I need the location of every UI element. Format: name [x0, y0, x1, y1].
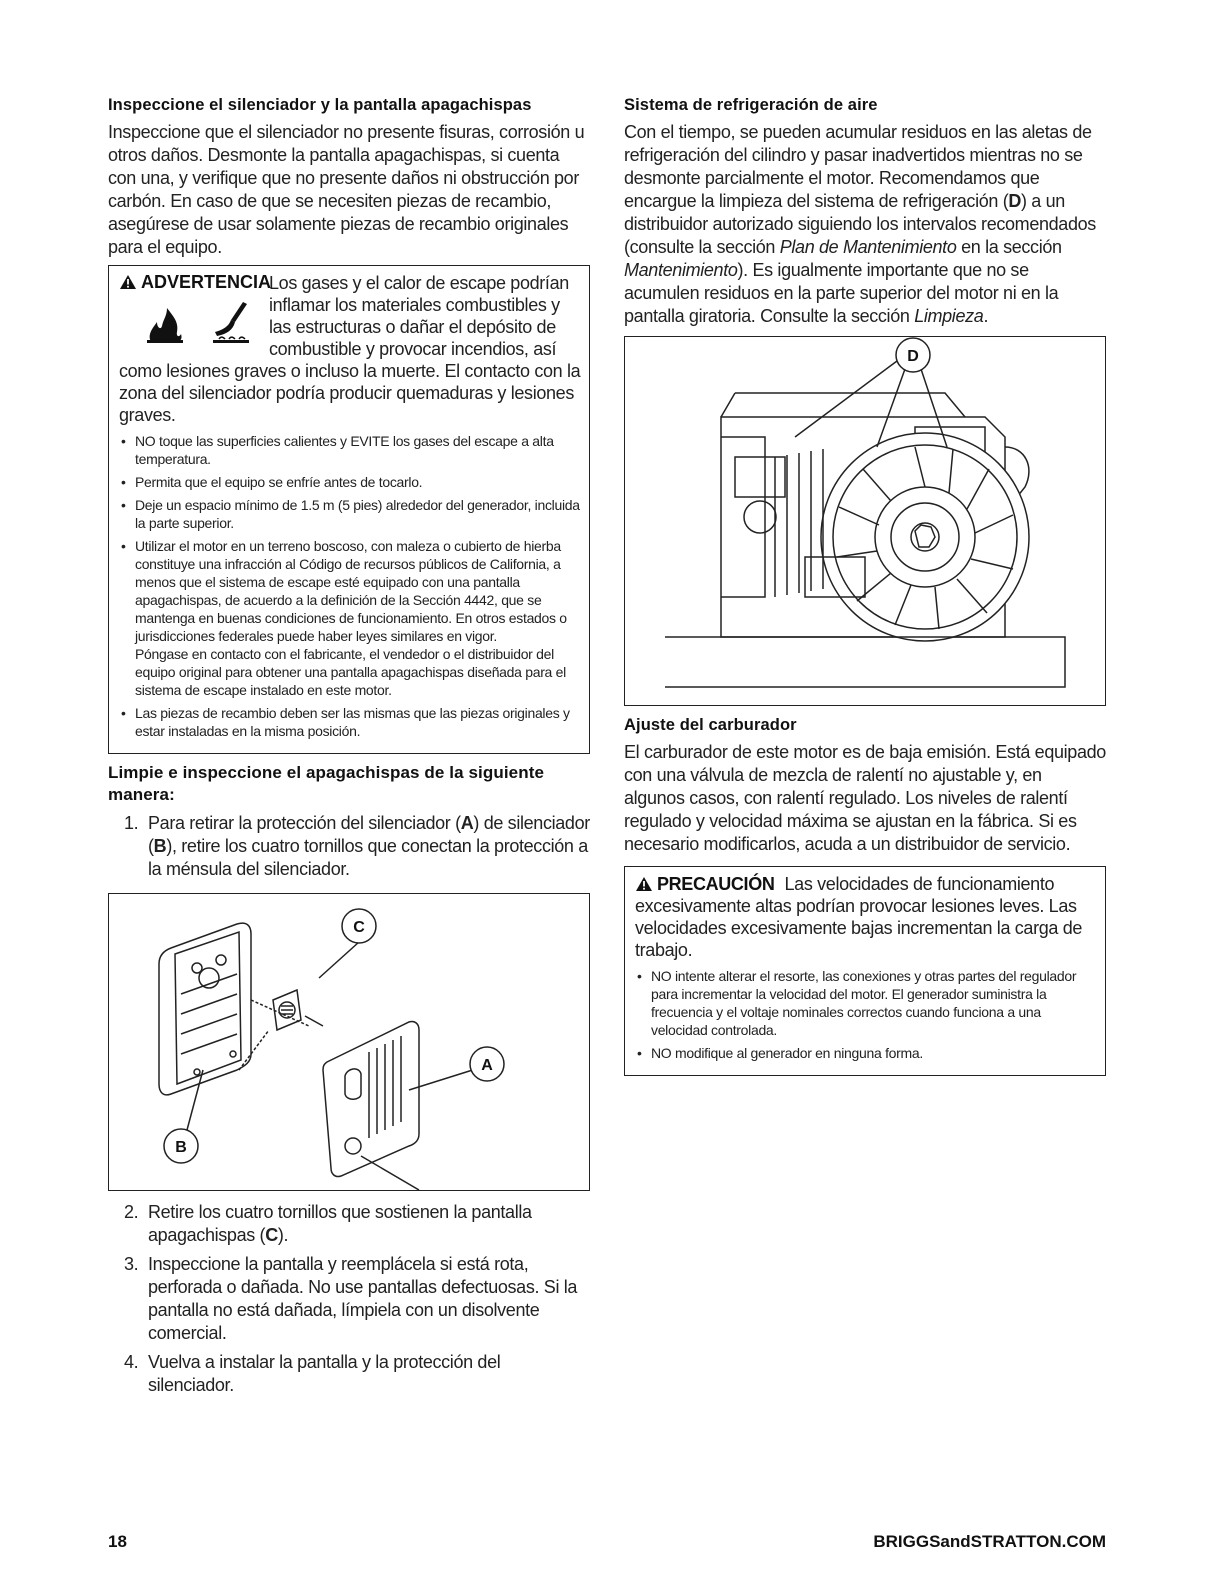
label-d: D	[907, 348, 919, 365]
cooling-body-c: ) a un distribuidor autorizado siguiendo los intervalos recomendados (consulte la sección	[624, 191, 1096, 257]
caution-title: PRECAUCIÓN	[657, 874, 775, 894]
warning-bullet-4	[119, 537, 581, 699]
cooling-label-d: D	[1008, 191, 1022, 211]
caution-text: Las velocidades de funcionamiento excesivamente altas podrían provocar lesiones leves. Las velocidades excesivamente bajas incrementan la carga de trabajo.	[635, 874, 1083, 960]
step-1-text-b: ) de silenciador (	[148, 813, 590, 856]
step-1	[108, 812, 590, 881]
warning-bullet-5: • Las piezas de recambio deben ser las mismas que las piezas originales y estar instaladas en la misma posición.	[119, 704, 581, 740]
step-4	[108, 1351, 590, 1397]
step-1-number: 1.	[124, 813, 139, 833]
steps-list-2	[108, 1201, 590, 1397]
carburetor-body: El carburador de este motor es de baja emisión. Está equipado con una válvula de mezcla de ralentí no ajustable y, en algunos casos, con ralentí regulado. Los niveles de ralentí regulado y velocidad máxima se ajustan en la fábrica. Si es necesario modificarlos, acuda a un distribuidor de servicio.	[624, 742, 1106, 854]
warning-bullet-2: • Permita que el equipo se enfríe antes de tocarlo.	[119, 473, 581, 491]
engine-diagram	[625, 337, 1105, 705]
muffler-body: Inspeccione que el silenciador no presente fisuras, corrosión u otros daños. Desmonte la pantalla apagachispas, si cuenta con una, y verifique que no presente daños ni obstrucción por carbón. En caso de que se necesiten piezas de recambio, asegúrese de usar solamente piezas de recambio originales para el equipo.	[108, 122, 585, 257]
cooling-body-e: en la sección	[956, 237, 1062, 257]
fire-icon	[145, 304, 185, 344]
caution-bullets	[635, 967, 1097, 1062]
warning-bullet-3: • Deje un espacio mínimo de 1.5 m (5 pies) alrededor del generador, incluida la parte superior.	[119, 496, 581, 532]
step-2-text-a: Retire los cuatro tornillos que sostienen la pantalla apagachispas (	[148, 1202, 532, 1245]
cooling-ref-maintenance: Mantenimiento	[624, 260, 738, 280]
caution-triangle-icon	[635, 876, 653, 892]
step-1-text-c: ), retire los cuatro tornillos que conectan la protección a la ménsula del silenciador.	[148, 836, 588, 879]
step-2-label-c: C	[265, 1225, 278, 1245]
cooling-ref-cleaning: Limpieza	[914, 306, 984, 326]
warning-title: ADVERTENCIA	[119, 272, 281, 293]
warning-text: Los gases y el calor de escape podrían inflamar los materiales combustibles y las estructuras o dañar el depósito de combustible y provocar incendios, así como lesiones graves o incluso la muerte. El contacto con la zona del silenciador podría producir quemaduras y lesiones graves.	[119, 273, 581, 425]
carburetor-heading: Ajuste del carburador	[624, 716, 797, 734]
warning-top	[119, 272, 581, 426]
step-2-number: 2.	[124, 1202, 139, 1222]
label-c: C	[353, 919, 365, 936]
caution-bullet-2: • NO modifique al generador en ninguna forma.	[635, 1044, 1097, 1062]
step-3-text: Inspeccione la pantalla y reemplácela si está rota, perforada o dañada. No use pantallas defectuosas. Si la pantalla no está dañada, límpiela con un disolvente comercial.	[148, 1254, 578, 1343]
cooling-body-a: Con el tiempo, se pueden acumular residuos en las aletas de refrigeración del cilindro y pasar inadvertidos mientras no se desmonte parcialmente el motor. Recomendamos que encargue la limpieza del sistema de refrigeración (	[624, 122, 1092, 211]
right-column	[624, 96, 1106, 1076]
cooling-body	[624, 121, 1106, 328]
left-column	[108, 96, 590, 1403]
muffler-diagram	[109, 894, 589, 1190]
hot-surface-icon	[209, 300, 253, 344]
caution-top	[635, 873, 1097, 961]
step-1-label-a: A	[460, 813, 474, 833]
step-1-label-b: B	[153, 836, 167, 856]
muffler-heading: Inspeccione el silenciador y la pantalla apagachispas	[108, 96, 532, 114]
muffler-figure	[108, 893, 590, 1191]
step-4-text: Vuelva a instalar la pantalla y la protección del silenciador.	[148, 1352, 501, 1395]
warning-bullets	[119, 432, 581, 740]
step-1-text-a: Para retirar la protección del silenciador (	[148, 813, 461, 833]
step-4-number: 4.	[124, 1352, 139, 1372]
clean-heading: Limpie e inspeccione el apagachispas de la siguiente manera:	[108, 763, 545, 804]
caution-box	[624, 866, 1106, 1076]
cooling-heading: Sistema de refrigeración de aire	[624, 96, 878, 114]
step-3-number: 3.	[124, 1254, 139, 1274]
step-3	[108, 1253, 590, 1345]
steps-list-1	[108, 812, 590, 881]
cooling-body-i: .	[983, 306, 989, 326]
engine-figure	[624, 336, 1106, 706]
warning-bullet-4-extra: Póngase en contacto con el fabricante, el vendedor o el distribuidor del equipo original para obtener una pantalla apagachispas diseñada para el sistema de escape instalado en este motor.	[135, 646, 566, 698]
cooling-ref-plan: Plan de Mantenimiento	[779, 237, 957, 257]
cooling-body-g: ). Es igualmente importante que no se acumulen residuos en la parte superior del motor ni en la pantalla giratoria. Consulte la sección	[624, 260, 1059, 326]
warning-bullet-1: • NO toque las superficies calientes y EVITE los gases del escape a alta temperatura.	[119, 432, 581, 468]
page-number: 18	[108, 1532, 127, 1551]
warning-bullet-4-main: • Utilizar el motor en un terreno boscoso, con maleza o cubierto de hierba constituye una infracción al Código de recursos públicos de California, a menos que el sistema de escape esté equipado con una pantalla apagachispas, de acuerdo a la definición de la Sección 4442, que se mantenga en buenas condiciones de funcionamiento. En otros estados o jurisdicciones federales puede haber leyes similares en vigor.	[135, 538, 567, 644]
footer-website: BRIGGSandSTRATTON.COM	[873, 1532, 1106, 1551]
caution-bullet-1: • NO intente alterar el resorte, las conexiones y otras partes del regulador para incrementar la velocidad del motor. El generador suministra la frecuencia y el voltaje nominales correctos cuando funciona a una velocidad controlada.	[635, 967, 1097, 1039]
step-2-text-b: ).	[277, 1225, 289, 1245]
label-b: B	[175, 1139, 187, 1156]
label-a: A	[481, 1057, 493, 1074]
warning-icons	[119, 272, 272, 350]
step-2	[108, 1201, 590, 1247]
warning-box	[108, 265, 590, 754]
warning-triangle-icon	[119, 274, 137, 290]
